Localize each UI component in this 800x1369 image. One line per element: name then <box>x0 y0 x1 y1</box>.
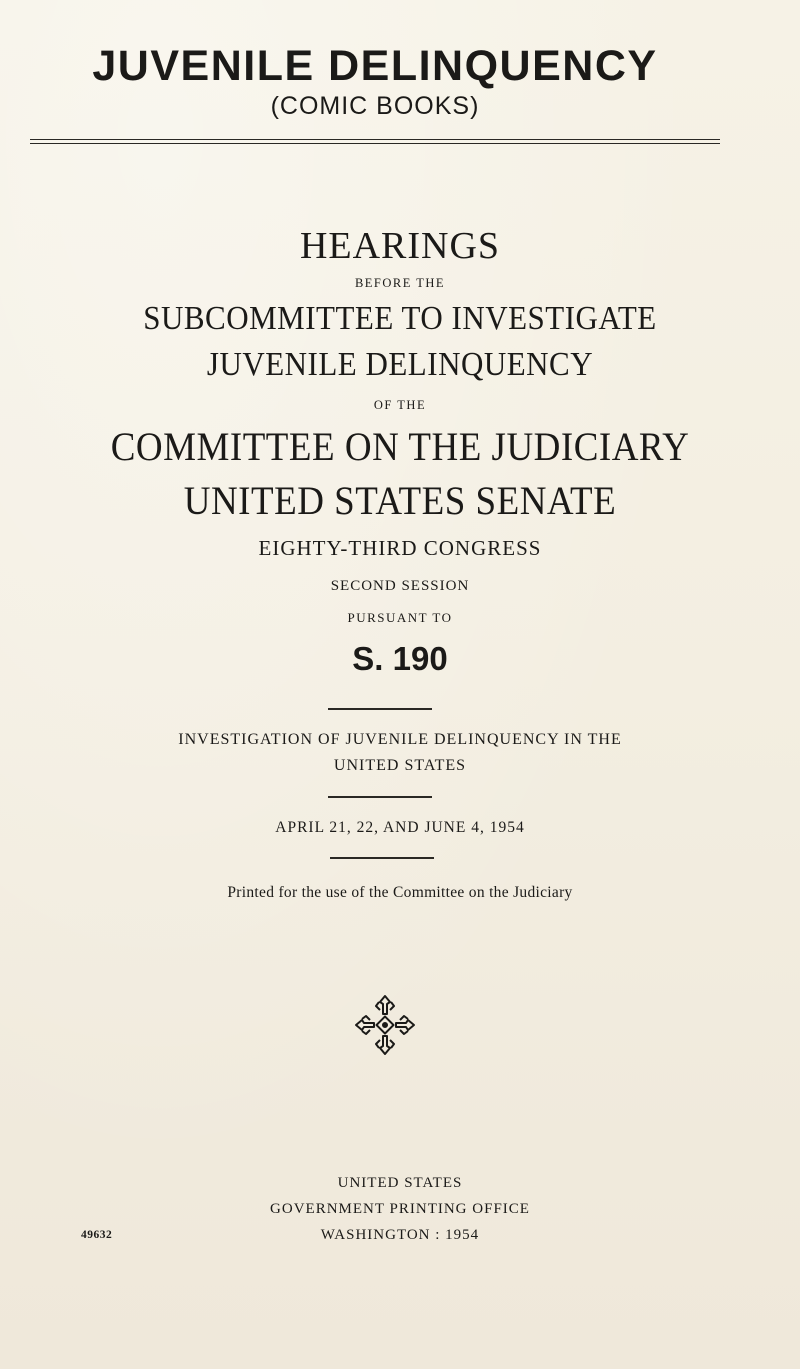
short-rule-divider <box>330 857 434 859</box>
printers-ornament-icon <box>352 992 418 1058</box>
committee-name-line2: UNITED STATES SENATE <box>183 479 617 524</box>
bill-number: S. 190 <box>352 640 448 677</box>
short-rule-divider <box>328 796 432 798</box>
double-rule-divider <box>30 139 720 144</box>
document-title: JUVENILE DELINQUENCY <box>92 42 658 90</box>
document-subtitle: (COMIC BOOKS) <box>270 92 480 120</box>
before-the-text: BEFORE THE <box>354 276 446 290</box>
subcommittee-name-line2: JUVENILE DELINQUENCY <box>206 344 594 383</box>
printed-for-note: Printed for the use of the Committee on the Judiciary <box>227 884 573 901</box>
pursuant-to-text: PURSUANT TO <box>347 610 453 625</box>
hearings-heading: HEARINGS <box>299 225 501 267</box>
of-the-text: OF THE <box>373 398 427 412</box>
investigation-text-line2: UNITED STATES <box>333 757 467 774</box>
imprint-line3: WASHINGTON : 1954 <box>320 1227 480 1243</box>
imprint-line1: UNITED STATES <box>337 1175 463 1191</box>
subcommittee-name-line1: SUBCOMMITTEE TO INVESTIGATE <box>143 298 657 337</box>
committee-name-line1: COMMITTEE ON THE JUDICIARY <box>110 425 690 470</box>
congress-text: EIGHTY-THIRD CONGRESS <box>258 536 542 560</box>
session-text: SECOND SESSION <box>330 578 470 594</box>
short-rule-divider <box>328 708 432 710</box>
hearing-dates: APRIL 21, 22, AND JUNE 4, 1954 <box>275 819 525 836</box>
print-job-number: 49632 <box>81 1229 113 1241</box>
imprint-line2: GOVERNMENT PRINTING OFFICE <box>270 1201 530 1217</box>
investigation-text-line1: INVESTIGATION OF JUVENILE DELINQUENCY IN THE <box>178 731 622 748</box>
